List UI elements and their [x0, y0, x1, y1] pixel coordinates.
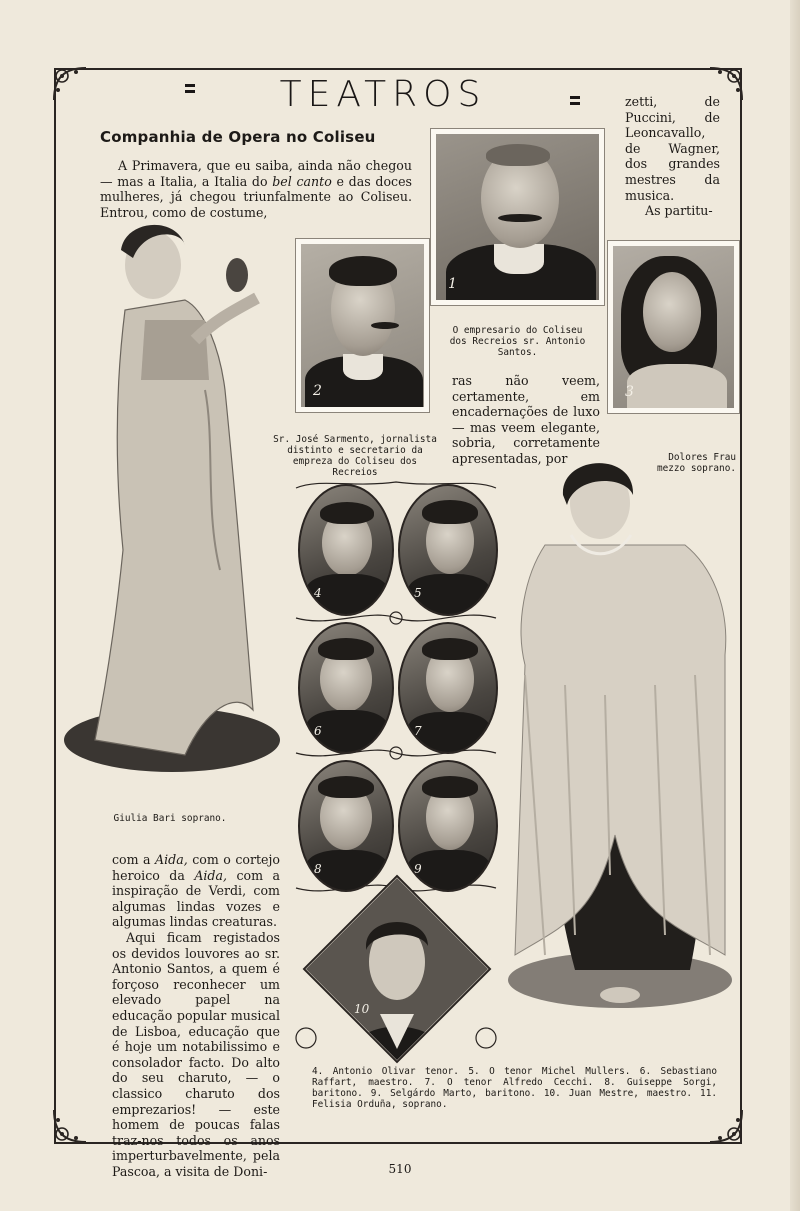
- photo-guiseppe-sorgi: 8: [298, 760, 394, 892]
- photo-number-10: 10: [354, 1002, 370, 1016]
- lead-paragraph: A Primavera, que eu saiba, ainda não chegou — mas a Italia, a Italia do bel canto e das doces mulheres, já chegou triunfalmente ao Coliseu. Entrou, como de costume,: [100, 158, 412, 220]
- bottom-column-text: com a Aida, com o cortejo heroico da Aida, com a inspiração de Verdi, com algumas lindas vozes e algumas lindas creaturas. Aqui ficam registados os devidos louvores ao sr. Antonio Santos, a quem é forçoso reconhecer um elevado papel na educação popular musical de Lisboa, educação que é hoje um notabilissimo e consolador facto. Do alto do seu charuto, — o classico charuto dos emprezarios! — este homem de poucas falas traz-nos todos os anos imperturbavelmente, pela Pascoa, a visita de Doni-: [112, 852, 281, 1179]
- photo-soprano-3: 3: [607, 240, 740, 414]
- photo-selgardo-marto: 9: [398, 760, 498, 892]
- photo-dolores-frau: [505, 455, 735, 1010]
- photo-sebastiano-raffart: 6: [298, 622, 394, 754]
- corner-ornament-icon: [50, 64, 90, 104]
- photo-jose-sarmento: 2: [295, 238, 430, 413]
- photo-alfredo-cecchi: 7: [398, 622, 498, 754]
- middle-column-text: ras não veem, certamente, em encadernações de luxo — mas veem elegante, sobria, corretamente apresentadas, por: [452, 373, 600, 466]
- corner-ornament-icon: [50, 1106, 90, 1146]
- caption-giulia-bari: Giulia Bari soprano.: [113, 813, 227, 824]
- caption-group: 4. Antonio Olivar tenor. 5. O tenor Michel Mullers. 6. Sebastiano Raffart, maestro. 7. O tenor Alfredo Cecchi. 8. Guiseppe Sorgi, baritono. 9. Selgárdo Marto, baritono. 10. Juan Mestre, maestro. 11. Felisia Orduña, soprano.: [312, 1066, 717, 1110]
- photo-giulia-bari: [85, 210, 270, 770]
- corner-ornament-icon: [706, 1106, 746, 1146]
- photo-antonio-olivar: 4: [298, 484, 394, 616]
- caption-empresario: O empresario do Coliseu dos Recreios sr. Antonio Santos.: [449, 325, 586, 358]
- header-bars-left-icon: [185, 84, 195, 102]
- photo-antonio-santos: 1: [430, 128, 605, 306]
- header-bars-right-icon: [570, 96, 580, 114]
- photo-juan-mestre: [302, 874, 492, 1064]
- photo-michel-mullers: 5: [398, 484, 498, 616]
- caption-sarmento: Sr. José Sarmento, jornalista distinto e secretario da empreza do Coliseu dos Recreios: [273, 434, 437, 478]
- article-headline: Companhia de Opera no Coliseu: [100, 128, 376, 146]
- section-title: TEATROS: [279, 74, 487, 115]
- right-column-text: zetti, de Puccini, de Leoncavallo, de Wagner, dos grandes mestres da musica. As partitu-: [625, 94, 720, 219]
- section-header: [185, 74, 580, 116]
- page-number: 510: [388, 1162, 412, 1176]
- page-spine: [790, 0, 800, 1211]
- caption-dolores-frau: Dolores Frau mezzo soprano.: [656, 452, 736, 474]
